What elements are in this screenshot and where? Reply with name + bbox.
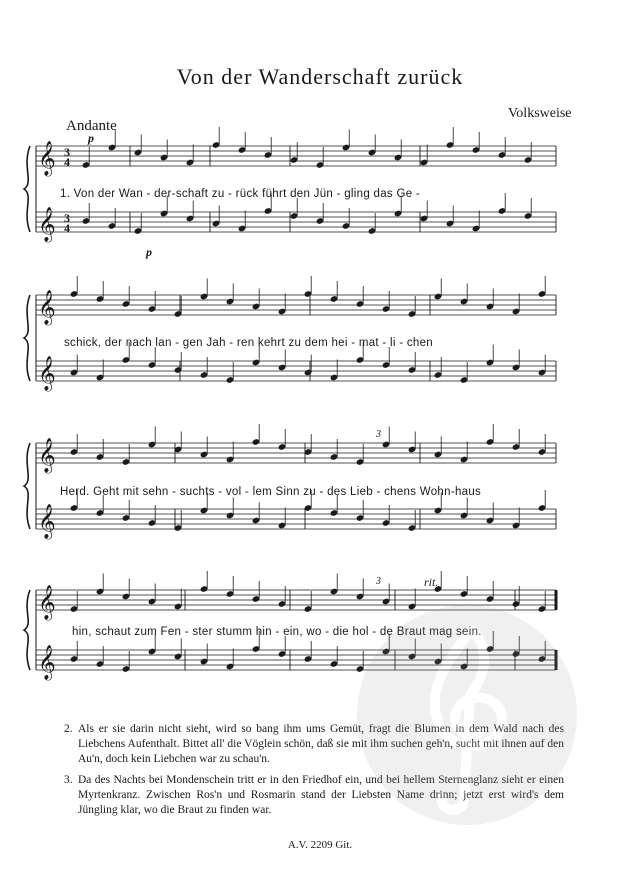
- time-signature-top: 3: [64, 145, 70, 159]
- system-brace: [24, 443, 30, 529]
- treble-clef-icon: 𝄞: [38, 356, 56, 391]
- triplet-marking: 3: [376, 429, 381, 440]
- verse-number: 2.: [64, 723, 73, 735]
- treble-clef-logo-icon: [352, 600, 582, 830]
- ritardando-marking: rit.: [424, 575, 439, 589]
- triplet-marking: 3: [376, 576, 381, 587]
- verse-number: 3.: [64, 774, 73, 786]
- system-brace: [24, 590, 30, 670]
- system-brace: [24, 146, 30, 232]
- lyric-line-1: 1. Von der Wan - der-schaft zu - rück führt den Jün - gling das Ge -: [60, 188, 421, 200]
- time-signature-bottom: 4: [64, 155, 70, 169]
- treble-clef-icon: 𝄞: [38, 290, 56, 325]
- time-signature-bottom: 4: [64, 221, 70, 235]
- dynamic-marking: p: [88, 131, 94, 145]
- treble-clef-icon: 𝄞: [38, 504, 56, 539]
- lyric-line-2: schick, der nach lan - gen Jah - ren kehrt zu dem hei - mat - li - chen: [64, 337, 434, 349]
- time-signature-top: 3: [64, 211, 70, 225]
- tempo-marking: Andante: [66, 118, 117, 134]
- verse-text: Als er sie darin nicht sieht, wird so bang ihm ums Gemüt, fragt die Blumen in dem Wald nach des Liebchens Aufenthalt. Bittet all' die Vöglein schön, daß sie mit ihm suchen geh'n, sucht mit ihnen auf den Au'n, doch kein Liebchen war zu schau'n.: [78, 723, 564, 765]
- song-title: Von der Wanderschaft zurück: [176, 64, 464, 89]
- dynamic-marking-piano: p: [146, 245, 152, 259]
- lyric-line-3: Herd. Geht mit sehn - suchts - vol - lem Sinn zu - des Lieb - chens Wohn-haus: [60, 486, 482, 498]
- system-brace: [24, 295, 30, 381]
- treble-clef-icon: 𝄞: [38, 645, 56, 680]
- treble-clef-icon: 𝄞: [38, 141, 56, 176]
- publisher-catalog-number: A.V. 2209 Git.: [287, 839, 353, 851]
- treble-clef-icon: 𝄞: [38, 438, 56, 473]
- treble-clef-icon: 𝄞: [38, 207, 56, 242]
- composer-credit: Volksweise: [508, 106, 572, 121]
- lyric-line-4: hin, schaut zum Fen - ster stumm hin - ein, wo - die hol - de Braut mag sein.: [72, 626, 482, 638]
- treble-clef-icon: 𝄞: [38, 585, 56, 620]
- verse-text: Da des Nachts bei Mondenschein tritt er in den Friedhof ein, und bei hellem Sternenglanz sieht er einen Myrtenkranz. Zwischen Ros'n und Rosmarin stand der Liebsten Name drinn; jetzt erst wird's dem Jüngling klar, wo die Braut zu finden war.: [78, 774, 564, 816]
